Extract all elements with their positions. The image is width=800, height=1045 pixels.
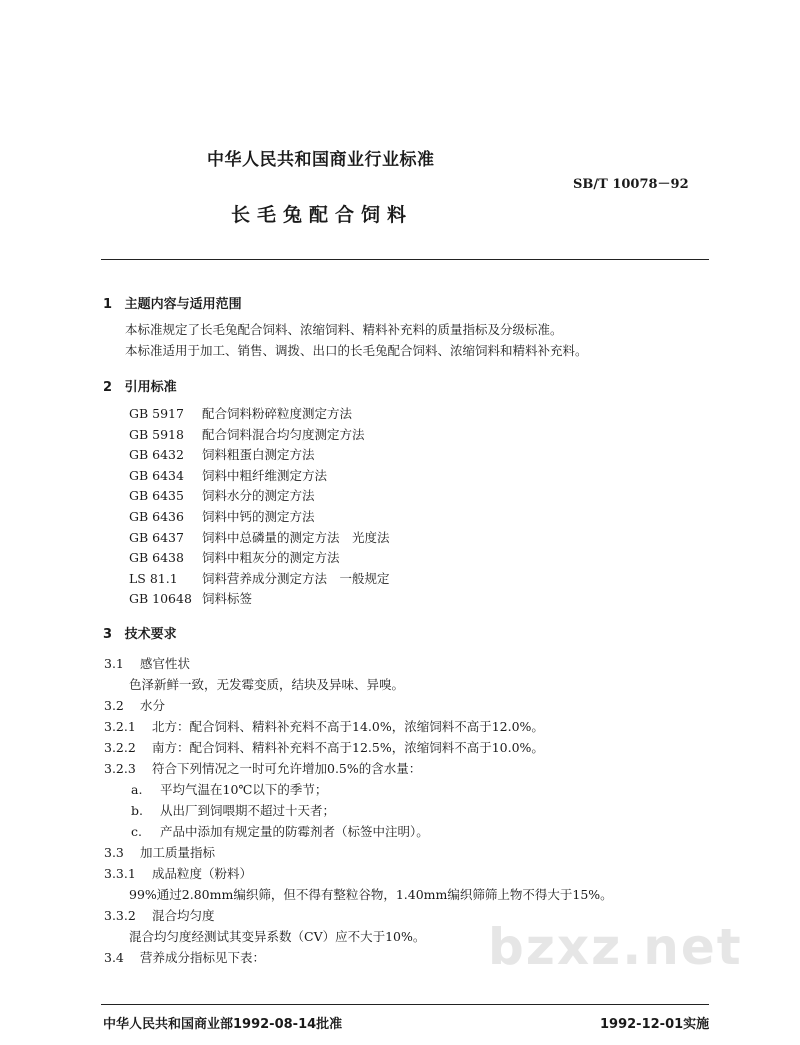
reference-title: 饲料中粗纤维测定方法 [202, 467, 328, 483]
reference-code: LS 81.1 [129, 570, 178, 586]
list-text: 从出厂到饲喂期不超过十天者； [160, 803, 336, 818]
reference-title: 饲料粗蛋白测定方法 [202, 447, 315, 463]
clause-title: 混合均匀度 [152, 908, 215, 923]
clause-3-2-1 [104, 717, 544, 735]
reference-item [129, 425, 390, 446]
section-1-paragraph-2: 本标准适用于加工、销售、调拨、出口的长毛兔配合饲料、浓缩饲料和精料补充料。 [125, 343, 588, 358]
header-divider [101, 259, 709, 260]
clause-title: 成品粒度（粉料） [152, 866, 253, 881]
clause-number: 3.3.1 [104, 866, 136, 881]
clause-text: 符合下列情况之一时可允许增加0.5%的含水量： [152, 761, 422, 776]
clause-number: 3.3 [104, 845, 124, 860]
list-marker: b. [131, 803, 143, 818]
clause-number: 3.2.3 [104, 761, 136, 776]
footer-issuer: 中华人民共和国商业部1992-08-14批准 [103, 1017, 343, 1032]
reference-title: 饲料标签 [202, 591, 253, 607]
org-title: 中华人民共和国商业行业标准 [207, 150, 435, 170]
clause-title: 水分 [140, 698, 166, 713]
list-text: 产品中添加有规定量的防霉剂者（标签中注明）。 [160, 824, 429, 839]
reference-title: 饲料营养成分测定方法 一般规定 [202, 570, 390, 586]
reference-title: 饲料中粗灰分的测定方法 [202, 550, 340, 566]
list-marker: c. [131, 824, 142, 839]
clause-number: 3.3.2 [104, 908, 136, 923]
list-marker: a. [131, 782, 143, 797]
reference-item [129, 548, 390, 569]
reference-item [129, 569, 390, 590]
clause-3-2-heading [104, 696, 165, 714]
clause-3-4 [104, 948, 265, 966]
list-item [131, 780, 327, 798]
reference-title: 配合饲料粉碎粒度测定方法 [202, 406, 353, 421]
clause-3-3-2-heading [104, 906, 215, 924]
clause-title: 加工质量指标 [140, 845, 216, 860]
reference-code: GB 10648 [129, 591, 192, 607]
reference-item [129, 404, 390, 425]
reference-title: 饲料中钙的测定方法 [202, 508, 315, 524]
reference-code: GB 6435 [129, 488, 184, 504]
section-2-number: 2 [103, 380, 113, 395]
section-3-title: 技术要求 [124, 627, 177, 642]
clause-number: 3.2.1 [104, 719, 136, 734]
clause-title: 感官性状 [140, 656, 191, 671]
clause-text: 营养成分指标见下表： [140, 950, 266, 965]
reference-item [129, 528, 390, 549]
section-1-paragraph-1: 本标准规定了长毛兔配合饲料、浓缩饲料、精料补充料的质量指标及分级标准。 [125, 322, 563, 337]
section-1-number: 1 [103, 297, 113, 312]
reference-item [129, 589, 390, 610]
clause-number: 3.2.2 [104, 740, 136, 755]
section-2-heading [103, 376, 177, 395]
clause-text: 北方：配合饲料、精料补充料不高于14.0%，浓缩饲料不高于12.0%。 [152, 719, 544, 734]
reference-item [129, 445, 390, 466]
section-1-heading [103, 293, 242, 312]
reference-code: GB 6437 [129, 529, 184, 545]
reference-list [129, 404, 390, 610]
footer-effective-date: 1992-12-01实施 [600, 1017, 710, 1032]
document-title: 长毛兔配合饲料 [231, 204, 414, 226]
section-3-heading [103, 623, 177, 642]
section-3-number: 3 [103, 627, 113, 642]
reference-item [129, 507, 390, 528]
reference-title: 饲料中总磷量的测定方法 光度法 [202, 529, 390, 545]
clause-number: 3.1 [104, 656, 124, 671]
clause-3-3-heading [104, 843, 215, 861]
list-item [131, 822, 429, 840]
reference-code: GB 6432 [129, 447, 184, 463]
section-2-title: 引用标准 [124, 380, 177, 395]
reference-code: GB 6438 [129, 550, 184, 566]
clause-3-1-heading [104, 654, 190, 672]
clause-3-3-2-text: 混合均匀度经测试其变异系数（CV）应不大于10%。 [129, 929, 426, 944]
list-item [131, 801, 335, 819]
clause-3-1-text: 色泽新鲜一致，无发霉变质，结块及异味、异嗅。 [129, 677, 405, 692]
clause-number: 3.4 [104, 950, 124, 965]
reference-item [129, 466, 390, 487]
reference-code: GB 5918 [129, 426, 184, 442]
clause-3-3-1-text: 99%通过2.80mm编织筛，但不得有整粒谷物，1.40mm编织筛筛上物不得大于15%。 [129, 887, 613, 902]
reference-code: GB 6436 [129, 508, 184, 524]
standard-number: SB/T 10078－92 [573, 177, 689, 192]
reference-title: 配合饲料混合均匀度测定方法 [202, 426, 365, 442]
clause-3-2-2 [104, 738, 544, 756]
reference-code: GB 5917 [129, 406, 184, 421]
watermark: bzxz.net [488, 918, 743, 976]
section-1-title: 主题内容与适用范围 [124, 297, 242, 312]
reference-code: GB 6434 [129, 467, 184, 483]
reference-item [129, 486, 390, 507]
clause-3-3-1-heading [104, 864, 252, 882]
reference-title: 饲料水分的测定方法 [202, 488, 315, 504]
clause-3-2-3 [104, 759, 421, 777]
footer-divider [101, 1004, 709, 1005]
list-text: 平均气温在10℃以下的季节； [160, 782, 328, 797]
clause-number: 3.2 [104, 698, 124, 713]
clause-text: 南方：配合饲料、精料补充料不高于12.5%，浓缩饲料不高于10.0%。 [152, 740, 544, 755]
